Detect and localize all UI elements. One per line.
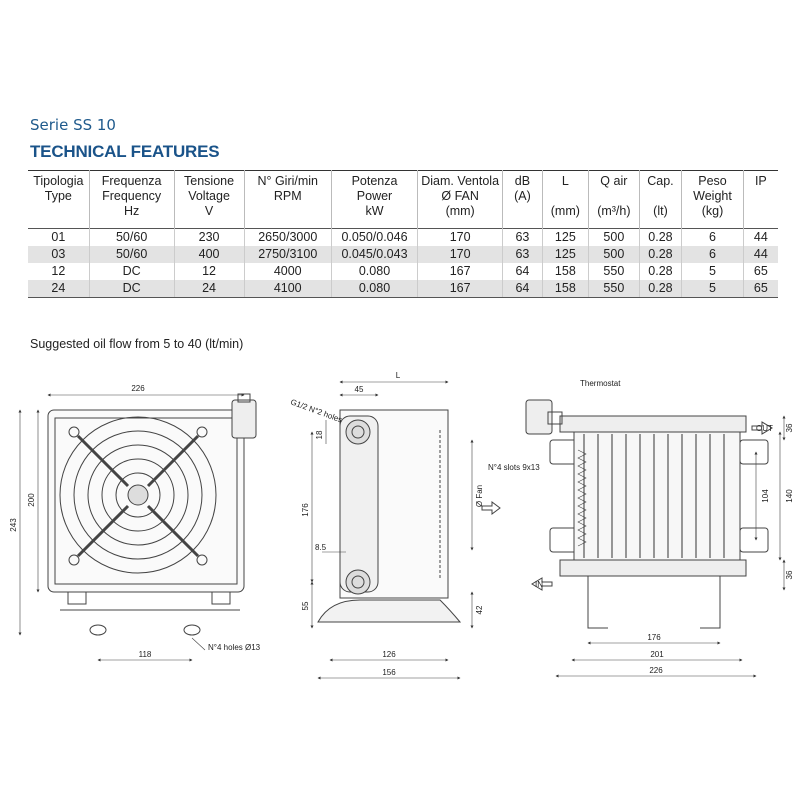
table-cell: 01	[28, 229, 89, 247]
rear-width-226-dim: 226	[649, 666, 663, 675]
table-cell: 0.080	[331, 280, 417, 298]
side-view	[312, 382, 500, 678]
column-header: IP	[743, 171, 778, 229]
table-cell: 400	[174, 246, 244, 263]
front-view	[20, 394, 256, 660]
table-cell: 50/60	[89, 246, 174, 263]
table-cell: 550	[589, 263, 640, 280]
table-cell: 65	[743, 280, 778, 298]
table-cell: 550	[589, 280, 640, 298]
front-holes-note: N°4 holes Ø13	[208, 643, 261, 652]
table-cell: 64	[503, 263, 542, 280]
column-header: Tensione Voltage V	[174, 171, 244, 229]
rear-width-176-dim: 176	[647, 633, 661, 642]
rear-core-height-dim: 140	[785, 489, 794, 503]
table-cell: 158	[542, 263, 588, 280]
table-row	[28, 280, 778, 298]
side-total-width-dim: 156	[382, 668, 396, 677]
table-cell: 63	[503, 229, 542, 247]
table-header-row	[28, 171, 778, 229]
table-cell: 2750/3100	[244, 246, 331, 263]
side-port-low-dim: 8.5	[315, 543, 327, 552]
column-header: Q air (m³/h)	[589, 171, 640, 229]
table-cell: 63	[503, 246, 542, 263]
front-total-height-dim: 243	[9, 518, 18, 532]
table-cell: 170	[418, 246, 503, 263]
table-cell: 167	[418, 263, 503, 280]
column-header: Peso Weight (kg)	[682, 171, 743, 229]
technical-features-table	[28, 170, 778, 298]
front-width-dim: 226	[131, 384, 145, 393]
column-header: Frequenza Frequency Hz	[89, 171, 174, 229]
column-header: Potenza Power kW	[331, 171, 417, 229]
rear-in-label: IN	[535, 580, 543, 589]
table-cell: 4100	[244, 280, 331, 298]
rear-out-label: OUT	[756, 424, 773, 433]
table-cell: 0.28	[639, 246, 682, 263]
table-cell: 24	[28, 280, 89, 298]
table-cell: 0.050/0.046	[331, 229, 417, 247]
rear-top-dim: 36	[785, 423, 794, 433]
side-length-dim: L	[395, 371, 401, 380]
table-cell: 125	[542, 246, 588, 263]
table-row	[28, 229, 778, 247]
table-cell: 230	[174, 229, 244, 247]
table-cell: 158	[542, 280, 588, 298]
column-header: Tipologia Type	[28, 171, 89, 229]
side-fan-label: Ø Fan	[475, 484, 484, 508]
front-hole-span-dim: 118	[138, 650, 152, 659]
table-cell: 0.045/0.043	[331, 246, 417, 263]
table-cell: 125	[542, 229, 588, 247]
rear-slots-note: N°4 slots 9x13	[488, 463, 540, 472]
side-top-offset-dim: 45	[354, 385, 364, 394]
table-cell: 170	[418, 229, 503, 247]
column-header: Diam. Ventola Ø FAN (mm)	[418, 171, 503, 229]
rear-width-201-dim: 201	[650, 650, 664, 659]
table-cell: 0.28	[639, 263, 682, 280]
table-cell: 167	[418, 280, 503, 298]
table-cell: 0.080	[331, 263, 417, 280]
table-cell: 500	[589, 229, 640, 247]
table-cell: DC	[89, 263, 174, 280]
table-cell: 6	[682, 246, 743, 263]
side-body-height-dim: 176	[301, 503, 310, 517]
side-port-offset-dim: 18	[315, 430, 324, 440]
front-inner-height-dim: 200	[27, 493, 36, 507]
table-cell: 2650/3000	[244, 229, 331, 247]
table-cell: 12	[174, 263, 244, 280]
table-cell: 5	[682, 263, 743, 280]
table-cell: 65	[753, 264, 768, 278]
side-foot-height-dim: 42	[475, 605, 484, 615]
table-cell: 24	[174, 280, 244, 298]
rear-thermostat-label: Thermostat	[580, 379, 621, 388]
table-cell: 12	[28, 263, 89, 280]
rear-slot-span-dim: 104	[761, 489, 770, 503]
rear-bottom-dim: 36	[785, 570, 794, 580]
table-cell: 0.28	[639, 280, 682, 298]
series-label: Serie SS 10	[30, 116, 116, 134]
column-header: N° Giri/min RPM	[244, 171, 331, 229]
table-cell: 44	[743, 246, 778, 263]
side-port-label: G1/2 N°2 holes	[289, 397, 344, 425]
technical-drawing	[0, 360, 800, 700]
table-cell: 44	[753, 230, 768, 244]
table-cell: 03	[28, 246, 89, 263]
table-cell: 0.28	[639, 229, 682, 247]
side-inner-width-dim: 126	[382, 650, 396, 659]
column-header: dB (A)	[503, 171, 542, 229]
column-header: L (mm)	[542, 171, 588, 229]
column-header: Cap. (lt)	[639, 171, 682, 229]
side-base-height-dim: 55	[301, 601, 310, 611]
table-row	[28, 246, 778, 263]
table-cell: DC	[89, 280, 174, 298]
table-cell: 64	[503, 280, 542, 298]
table-cell: 50/60	[89, 229, 174, 247]
table-cell: 6	[682, 229, 743, 247]
table-cell: 5	[682, 280, 743, 298]
table-cell: 4000	[244, 263, 331, 280]
oil-flow-note: Suggested oil flow from 5 to 40 (lt/min)	[30, 337, 244, 351]
table-row	[28, 263, 778, 280]
table-cell: 500	[589, 246, 640, 263]
page-title: TECHNICAL FEATURES	[30, 142, 220, 161]
